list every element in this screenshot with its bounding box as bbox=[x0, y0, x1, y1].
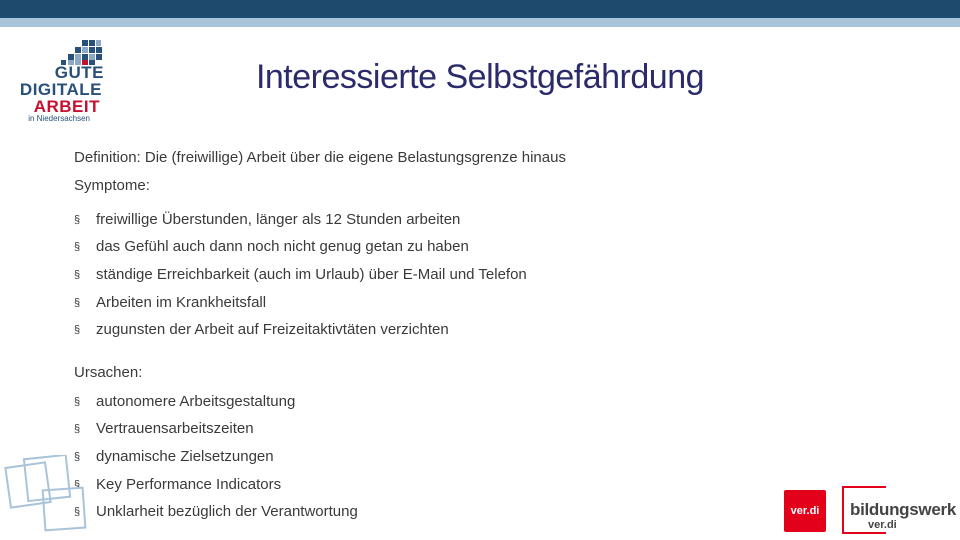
cause-item bbox=[74, 448, 274, 465]
page-title: Interessierte Selbstgefährdung bbox=[255, 58, 705, 96]
cause-item bbox=[74, 393, 295, 410]
bullet-icon: § bbox=[74, 423, 81, 435]
cause-text: Unklarheit bezüglich der Verantwortung bbox=[96, 503, 358, 520]
bullet-icon: § bbox=[74, 241, 81, 253]
symptom-item bbox=[74, 321, 449, 338]
symptom-item bbox=[74, 211, 460, 228]
top-bar-accent bbox=[0, 18, 960, 27]
cause-text: Vertrauensarbeitszeiten bbox=[96, 420, 254, 437]
definition-text: Definition: Die (freiwillige) Arbeit über die eigene Belastungsgrenze hinaus bbox=[74, 149, 566, 166]
pixel-head-icon bbox=[54, 38, 106, 66]
bildungswerk-logo bbox=[842, 486, 954, 534]
cause-text: dynamische Zielsetzungen bbox=[96, 448, 274, 465]
symptom-text: das Gefühl auch dann noch nicht genug getan zu haben bbox=[96, 238, 469, 255]
symptom-text: ständige Erreichbarkeit (auch im Urlaub) über E-Mail und Telefon bbox=[96, 266, 527, 283]
symptoms-heading: Symptome: bbox=[74, 177, 150, 194]
cause-item bbox=[74, 503, 358, 520]
bullet-icon: § bbox=[74, 324, 81, 336]
bildungswerk-sub: ver.di bbox=[868, 519, 897, 531]
bildungswerk-name: bildungswerk bbox=[850, 500, 956, 519]
bullet-icon: § bbox=[74, 479, 81, 491]
cause-item bbox=[74, 476, 281, 493]
cause-text: Key Performance Indicators bbox=[96, 476, 282, 493]
symptom-item bbox=[74, 294, 266, 311]
bullet-icon: § bbox=[74, 214, 81, 226]
bullet-icon: § bbox=[74, 396, 81, 408]
logo-line-digitale: DIGITALE bbox=[19, 80, 102, 99]
logo-line-region: in Niedersachsen bbox=[28, 114, 90, 123]
cause-item bbox=[74, 420, 254, 437]
causes-heading: Ursachen: bbox=[74, 364, 143, 381]
symptom-text: Arbeiten im Krankheitsfall bbox=[96, 294, 267, 311]
logo-line-gute: GUTE bbox=[54, 63, 104, 82]
logo-line-arbeit: ARBEIT bbox=[33, 97, 100, 116]
bullet-icon: § bbox=[74, 506, 81, 518]
symptom-item bbox=[74, 238, 469, 255]
top-bar bbox=[0, 0, 960, 18]
bullet-icon: § bbox=[74, 269, 81, 281]
symptom-text: zugunsten der Arbeit auf Freizeitaktivtäten verzichten bbox=[96, 321, 449, 338]
gute-digitale-arbeit-logo bbox=[10, 38, 110, 124]
decorative-squares-icon bbox=[4, 455, 100, 537]
symptom-item bbox=[74, 266, 527, 283]
cause-text: autonomere Arbeitsgestaltung bbox=[96, 393, 296, 410]
verdi-logo: ver.di bbox=[784, 490, 826, 532]
symptom-text: freiwillige Überstunden, länger als 12 Stunden arbeiten bbox=[96, 211, 461, 228]
bullet-icon: § bbox=[74, 297, 81, 309]
bullet-icon: § bbox=[74, 451, 81, 463]
